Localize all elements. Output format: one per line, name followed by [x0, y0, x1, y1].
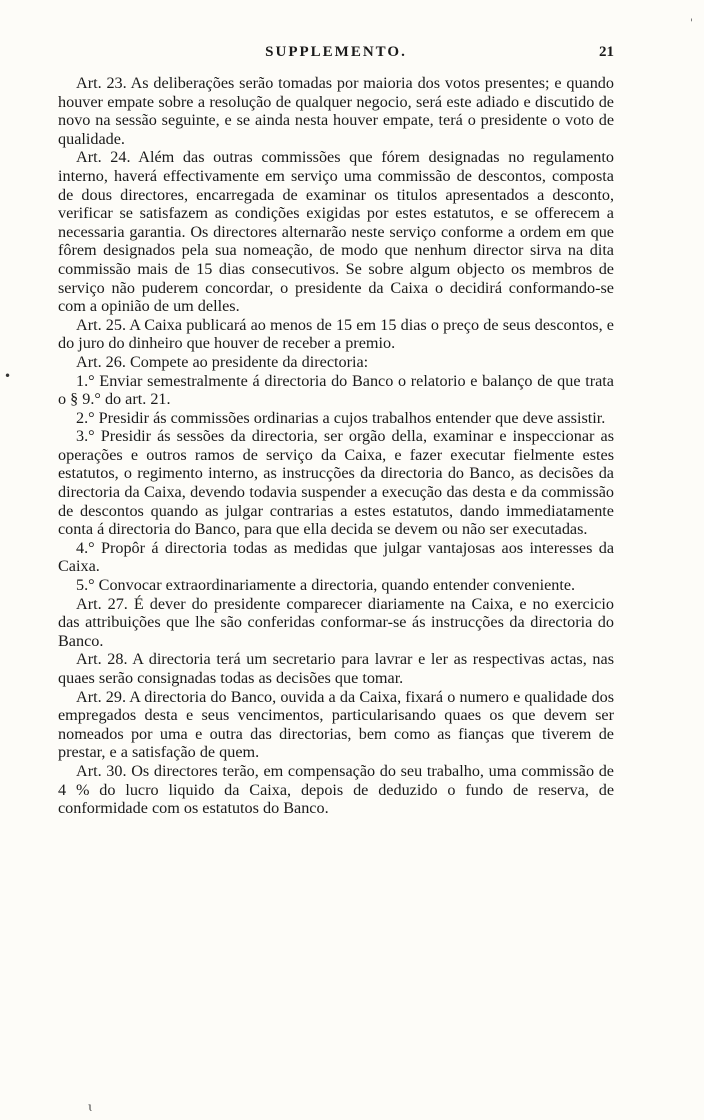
body-text [58, 74, 614, 818]
margin-bullet-mark: • [4, 369, 12, 383]
page [58, 44, 614, 818]
article-25: Art. 25. A Caixa publicará ao menos de 15 em 15 dias o preço de seus descontos, e do juro do dinheiro que houver de receber a premio. [58, 315, 614, 353]
footer-stray-mark: ɩ [88, 1100, 93, 1114]
article-26-item-4: 4.° Propôr á directoria todas as medidas que julgar vantajosas aos interesses da Caixa. [58, 538, 614, 576]
article-26-item-3: 3.° Presidir ás sessões da directoria, ser orgão della, examinar e inspeccionar as operações e outros ramos de serviço da Caixa, e fazer executar fielmente estes estatutos, o regimento interno, as instrucções da directoria do Banco, as decisões da directoria da Caixa, devendo todavia suspender a execução das desta e da commissão de descontos quando as julgar contrarias a estes estatutos, dando immediatamente conta á directoria do Banco, para que ella decida se devem ou não ser executadas. [58, 427, 614, 539]
article-24: Art. 24. Além das outras commissões que fórem designadas no regulamento interno, haverá effectivamente em serviço uma commissão de descontos, composta de dous directores, encarregada de examinar os titulos apresentados a desconto, verificar se satisfazem as condições exigidas por estes estatutos, e se offerecem a necessaria garantia. Os directores alternarão neste serviço conforme a ordem em que fôrem designados pela sua nomeação, de modo que nenhum director sirva na dita commissão mais de 15 dias consecutivos. Se sobre algum objecto os membros de serviço não puderem concordar, o presidente da Caixa o decidirá conformando-se com a opinião de um delles. [58, 148, 614, 316]
running-title: SUPPLEMENTO. [265, 44, 407, 60]
article-30: Art. 30. Os directores terão, em compensação do seu trabalho, uma commissão de 4 % do lucro liquido da Caixa, depois de deduzido o fundo de reserva, de conformidade com os estatutos do Banco. [58, 761, 614, 818]
article-26-item-1: 1.° Enviar semestralmente á directoria do Banco o relatorio e balanço de que trata o § 9.° do art. 21. [58, 371, 614, 409]
article-26-item-5: 5.° Convocar extraordinariamente a directoria, quando entender conveniente. [76, 576, 576, 595]
article-29: Art. 29. A directoria do Banco, ouvida a da Caixa, fixará o numero e qualidade dos empregados desta e seus vencimentos, particularisando quaes os que devem ser nomeados por uma e outra das directorias, bem como as fianças que tiverem de prestar, e a satisfação de quem. [58, 687, 614, 762]
margin-tick-mark: ' [690, 18, 693, 29]
article-26: Art. 26. Compete ao presidente da directoria: [76, 352, 369, 371]
page-header [58, 44, 614, 70]
article-26-item-2: 2.° Presidir ás commissões ordinarias a cujos trabalhos entender que deve assistir. [76, 408, 606, 427]
article-27: Art. 27. É dever do presidente comparecer diariamente na Caixa, e no exercicio das attribuições que lhe são conferidas conformar-se ás instrucções da directoria do Banco. [58, 594, 614, 650]
page-number: 21 [599, 44, 614, 60]
article-28: Art. 28. A directoria terá um secretario para lavrar e ler as respectivas actas, nas quaes serão consignadas todas as decisões que tomar. [58, 650, 614, 687]
article-23: Art. 23. As deliberações serão tomadas por maioria dos votos presentes; e quando houver empate sobre a resolução de qualquer negocio, será este adiado e discutido de novo na sessão seguinte, e se ainda nesta houver empate, terá o presidente o voto de qualidade. [58, 74, 614, 148]
